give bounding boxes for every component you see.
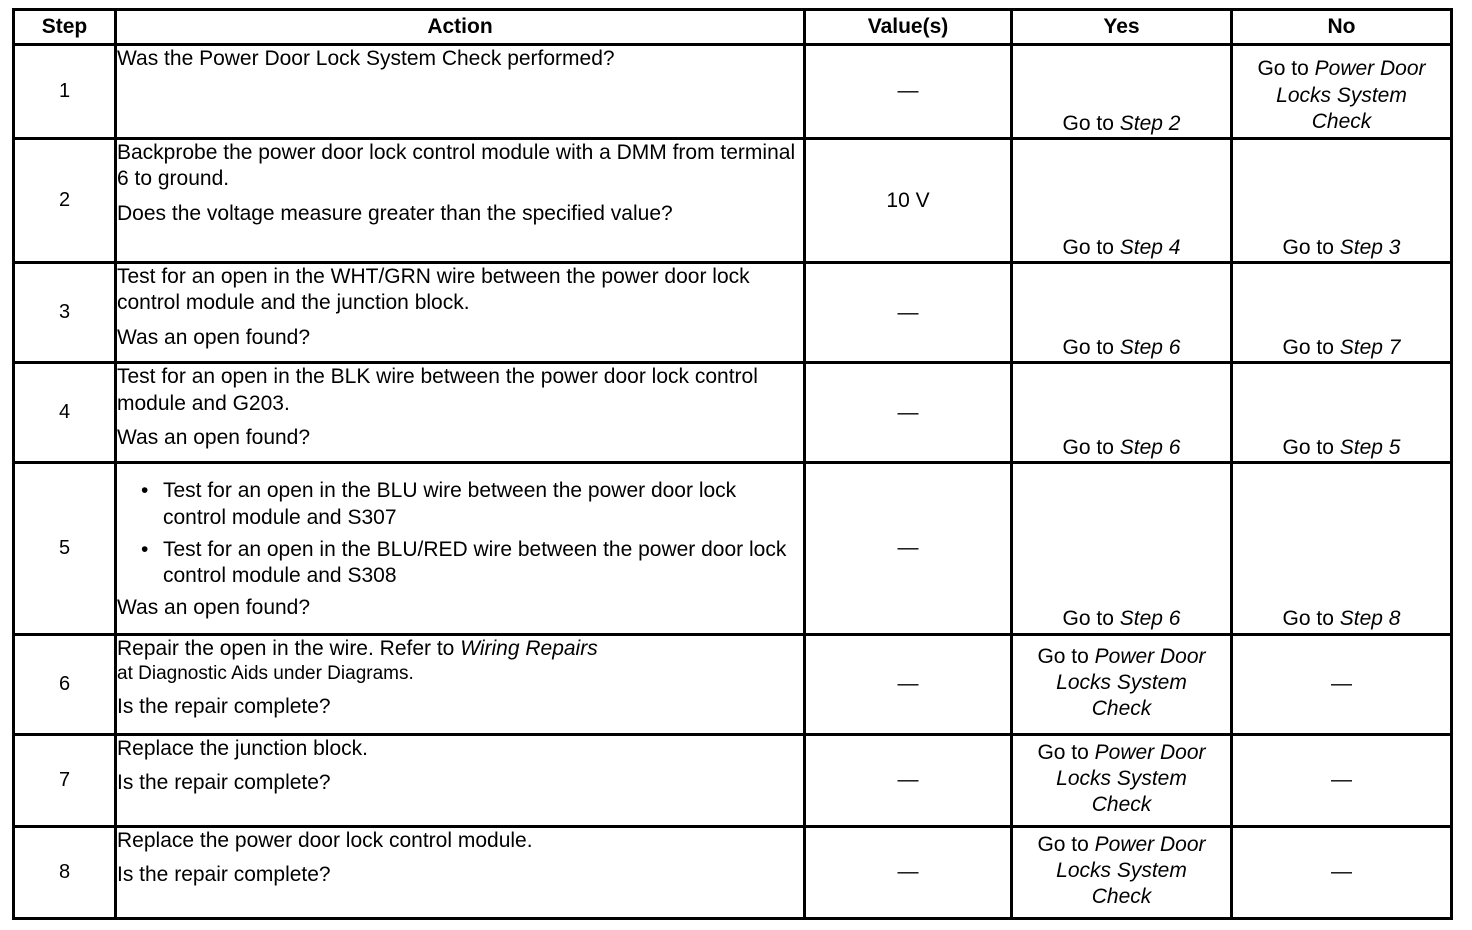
action-question: Was an open found? bbox=[117, 596, 311, 620]
value-cell: — bbox=[805, 463, 1012, 634]
step-number: 5 bbox=[14, 463, 116, 634]
action-cell bbox=[116, 826, 805, 918]
value-cell: — bbox=[805, 826, 1012, 918]
header-row bbox=[14, 10, 1452, 45]
yes-cell bbox=[1012, 263, 1232, 363]
table-row bbox=[14, 45, 1452, 139]
header-yes: Yes bbox=[1012, 10, 1232, 45]
no-target: Step 3 bbox=[1339, 235, 1401, 259]
yes-target: Power Door Locks System Check bbox=[1056, 832, 1206, 909]
action-question: Was an open found? bbox=[117, 325, 311, 349]
no-prefix: Go to bbox=[1257, 57, 1315, 81]
yes-prefix: Go to bbox=[1062, 607, 1120, 631]
value-cell: — bbox=[805, 363, 1012, 463]
no-prefix: Go to bbox=[1282, 336, 1340, 360]
yes-target: Step 4 bbox=[1119, 235, 1181, 259]
header-step: Step bbox=[14, 10, 116, 45]
yes-target: Step 6 bbox=[1119, 436, 1181, 460]
header-action: Action bbox=[116, 10, 805, 45]
no-cell bbox=[1232, 363, 1452, 463]
no-target: Power Door Locks System Check bbox=[1276, 57, 1426, 133]
step-number: 6 bbox=[14, 634, 116, 734]
action-text bbox=[117, 636, 803, 662]
yes-cell bbox=[1012, 734, 1232, 826]
action-question: Is the repair complete? bbox=[117, 863, 331, 887]
action-cell bbox=[116, 263, 805, 363]
table-row bbox=[14, 139, 1452, 263]
yes-cell bbox=[1012, 826, 1232, 918]
action-question: Is the repair complete? bbox=[117, 694, 331, 718]
header-no: No bbox=[1232, 10, 1452, 45]
no-prefix: Go to bbox=[1282, 436, 1340, 460]
step-number: 8 bbox=[14, 826, 116, 918]
action-text: Replace the junction block. bbox=[117, 736, 368, 760]
value-cell: — bbox=[805, 634, 1012, 734]
action-text: Was the Power Door Lock System Check performed? bbox=[117, 47, 615, 70]
value-cell: 10 V bbox=[805, 139, 1012, 263]
action-bullet: • Test for an open in the BLU wire between the power door lock control module and S307 bbox=[163, 478, 803, 531]
table-row bbox=[14, 734, 1452, 826]
action-subtext: at Diagnostic Aids under Diagrams. bbox=[117, 662, 414, 684]
yes-prefix: Go to bbox=[1062, 436, 1120, 460]
table-row bbox=[14, 363, 1452, 463]
no-cell bbox=[1232, 734, 1452, 826]
yes-prefix: Go to bbox=[1037, 832, 1095, 856]
action-text: Test for an open in the WHT/GRN wire between the power door lock control module and the junction block. bbox=[117, 265, 750, 315]
no-prefix: Go to bbox=[1282, 607, 1340, 631]
step-number: 4 bbox=[14, 363, 116, 463]
yes-target: Step 2 bbox=[1119, 111, 1181, 135]
no-cell bbox=[1232, 263, 1452, 363]
action-text-main: Repair the open in the wire. Refer to bbox=[117, 636, 461, 660]
yes-target: Step 6 bbox=[1119, 336, 1181, 360]
yes-prefix: Go to bbox=[1062, 111, 1120, 135]
action-cell bbox=[116, 363, 805, 463]
action-cell bbox=[116, 634, 805, 734]
diagnostic-table bbox=[12, 8, 1453, 920]
yes-cell bbox=[1012, 45, 1232, 139]
value-cell: — bbox=[805, 263, 1012, 363]
yes-prefix: Go to bbox=[1037, 740, 1095, 764]
step-number: 2 bbox=[14, 139, 116, 263]
yes-cell bbox=[1012, 363, 1232, 463]
action-bullet-list bbox=[117, 478, 803, 589]
no-target: Step 7 bbox=[1339, 336, 1401, 360]
yes-prefix: Go to bbox=[1062, 336, 1120, 360]
no-cell bbox=[1232, 634, 1452, 734]
no-target: Step 5 bbox=[1339, 436, 1401, 460]
no-cell bbox=[1232, 139, 1452, 263]
action-text: Backprobe the power door lock control module with a DMM from terminal 6 to ground. bbox=[117, 141, 796, 191]
action-bullet: • Test for an open in the BLU/RED wire between the power door lock control module and S308 bbox=[163, 537, 803, 590]
table-row bbox=[14, 826, 1452, 918]
action-cell bbox=[116, 734, 805, 826]
wiring-repairs-reference: Wiring Repairs bbox=[460, 636, 598, 660]
table-row bbox=[14, 463, 1452, 634]
no-cell bbox=[1232, 463, 1452, 634]
step-number: 7 bbox=[14, 734, 116, 826]
yes-cell bbox=[1012, 634, 1232, 734]
no-target: Step 8 bbox=[1339, 607, 1401, 631]
step-number: 1 bbox=[14, 45, 116, 139]
yes-prefix: Go to bbox=[1037, 644, 1095, 668]
action-question: Was an open found? bbox=[117, 425, 311, 449]
no-target: — bbox=[1331, 672, 1352, 696]
step-number: 3 bbox=[14, 263, 116, 363]
yes-target: Power Door Locks System Check bbox=[1056, 740, 1206, 817]
yes-cell bbox=[1012, 139, 1232, 263]
table-row bbox=[14, 263, 1452, 363]
action-text: Replace the power door lock control module. bbox=[117, 828, 533, 852]
action-question: Is the repair complete? bbox=[117, 771, 331, 794]
value-cell: — bbox=[805, 45, 1012, 139]
action-cell bbox=[116, 45, 805, 139]
action-cell bbox=[116, 463, 805, 634]
yes-prefix: Go to bbox=[1062, 235, 1120, 259]
action-cell bbox=[116, 139, 805, 263]
action-question: Does the voltage measure greater than the specified value? bbox=[117, 201, 673, 225]
header-values: Value(s) bbox=[805, 10, 1012, 45]
no-prefix: Go to bbox=[1282, 235, 1340, 259]
yes-target: Step 6 bbox=[1119, 607, 1181, 631]
yes-target: Power Door Locks System Check bbox=[1056, 644, 1206, 721]
no-cell bbox=[1232, 45, 1452, 139]
no-target: — bbox=[1331, 860, 1352, 884]
value-cell: — bbox=[805, 734, 1012, 826]
table-row bbox=[14, 634, 1452, 734]
no-cell bbox=[1232, 826, 1452, 918]
no-target: — bbox=[1331, 768, 1352, 792]
yes-cell bbox=[1012, 463, 1232, 634]
action-text: Test for an open in the BLK wire between the power door lock control module and G203. bbox=[117, 365, 758, 415]
